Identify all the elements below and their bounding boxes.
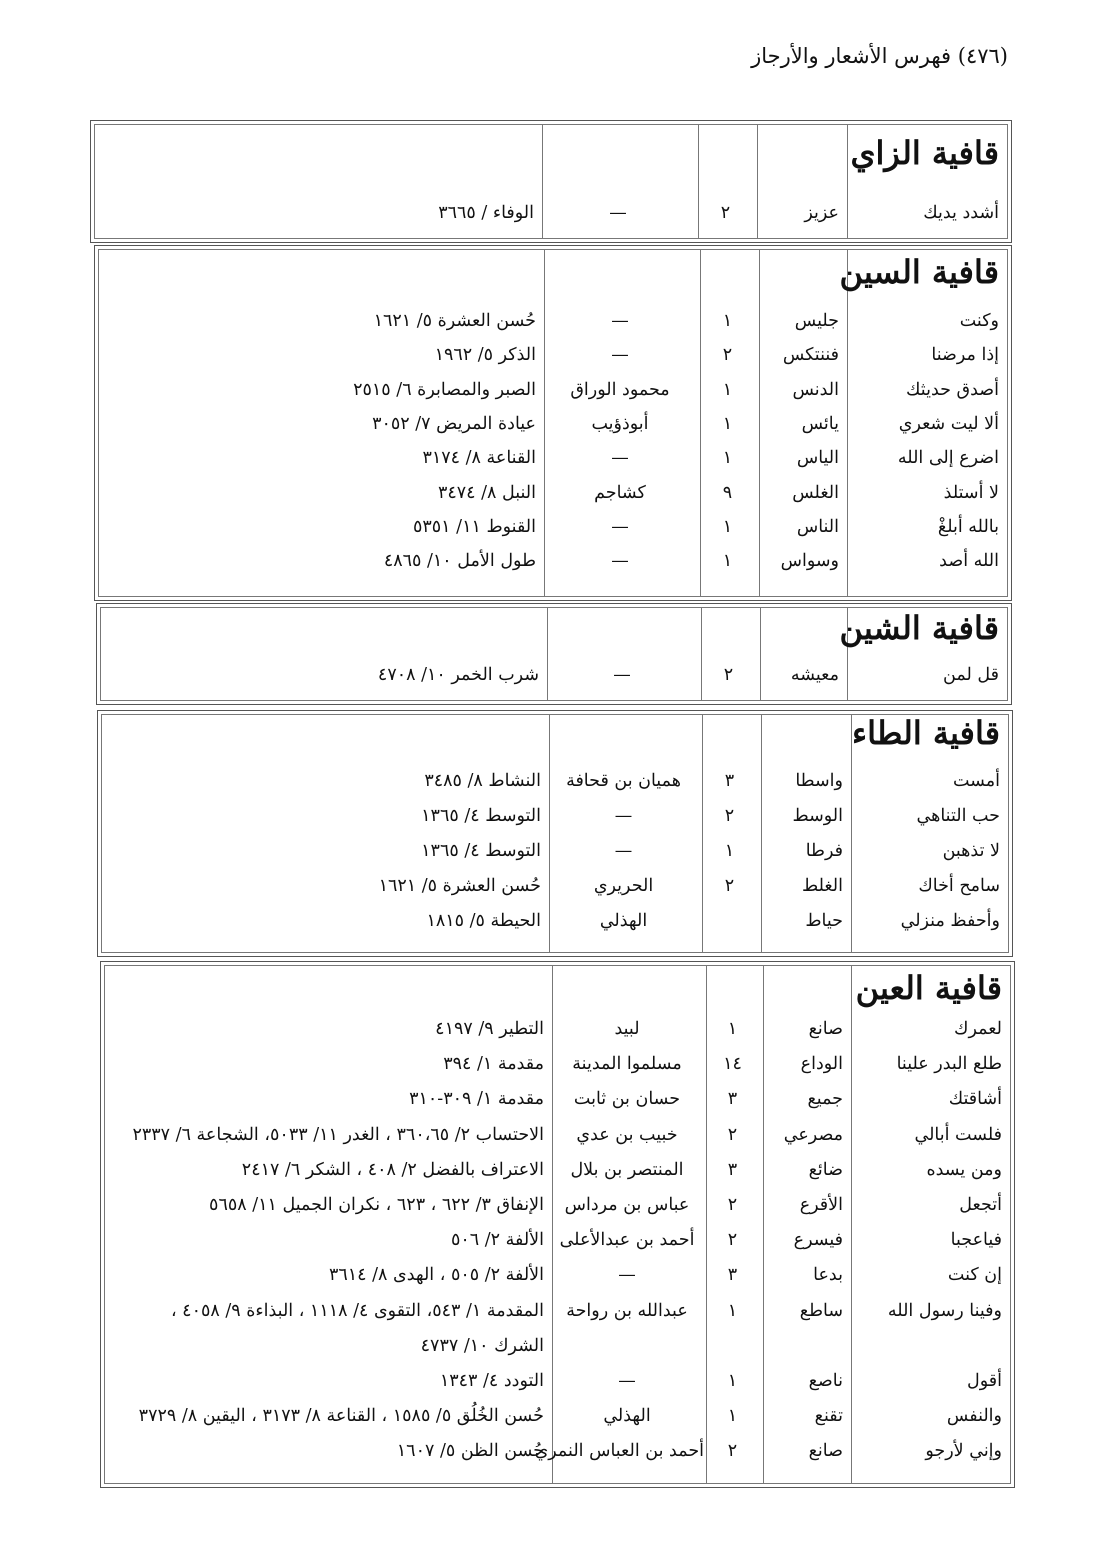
first-words-cell: لعمرك <box>954 1019 1002 1039</box>
poet-name-cell: هميان بن قحافة <box>566 771 681 791</box>
rhyme-word-cell: مصرعي <box>783 1124 843 1145</box>
rhyme-word-cell: فننتكس <box>782 345 839 366</box>
rhyme-word-cell: الوسط <box>792 806 843 826</box>
rhyme-section <box>96 603 1012 705</box>
rhyme-word-cell: الياس <box>796 448 839 469</box>
first-words-cell: قل لمن <box>943 665 999 685</box>
reference-cell: حُسن العشرة ٥/ ١٦٢١ <box>378 876 541 896</box>
verse-count-cell: ١ <box>727 1019 738 1039</box>
reference-cell: شرب الخمر ١٠/ ٤٧٠٨ <box>377 665 539 685</box>
first-words-cell: إن كنت <box>947 1265 1002 1286</box>
verse-count-cell: ١ <box>722 311 733 331</box>
reference-cell: الشرك ١٠/ ٤٧٣٧ <box>420 1335 544 1356</box>
first-words-cell: أشاقتك <box>948 1089 1002 1110</box>
verse-count-cell: ٢ <box>727 1230 738 1251</box>
first-words-cell: لا تذهبن <box>942 841 1000 861</box>
poet-name-cell: — <box>611 448 629 469</box>
first-words-cell: وإني لأرجو <box>925 1441 1002 1462</box>
rhyme-word-cell: الدنس <box>792 379 839 400</box>
verse-count-cell: ١٤ <box>723 1054 742 1075</box>
poet-name-cell: — <box>611 516 629 537</box>
rhyme-word-cell: الوداع <box>800 1054 843 1075</box>
poet-name-cell: — <box>618 1371 636 1391</box>
reference-cell: القنوط ١١/ ٥٣٥١ <box>412 516 536 537</box>
poet-name-cell: — <box>611 551 629 572</box>
section-title: قافية الطاء <box>852 714 1000 752</box>
first-words-cell: وفينا رسول الله <box>887 1300 1002 1321</box>
rhyme-word-cell: وسواس <box>780 551 839 572</box>
column-divider <box>761 714 762 953</box>
poet-name-cell: — <box>609 203 627 223</box>
first-words-cell: طلع البدر علينا <box>896 1054 1002 1075</box>
column-divider <box>847 124 848 239</box>
reference-cell: الألفة ٢/ ٥٠٥ ، الهدى ٨/ ٣٦١٤ <box>328 1265 544 1286</box>
reference-cell: النبل ٨/ ٣٤٧٤ <box>437 482 536 503</box>
reference-cell: عيادة المريض ٧/ ٣٠٥٢ <box>372 413 536 434</box>
rhyme-section <box>97 710 1013 957</box>
poet-name-cell: — <box>614 841 633 861</box>
reference-cell: التطير ٩/ ٤١٩٧ <box>435 1019 544 1039</box>
column-divider <box>759 249 760 597</box>
section-title: قافية السين <box>839 253 999 291</box>
poet-name-cell: أحمد بن العباس النمري <box>534 1441 704 1462</box>
verse-count-cell: ٢ <box>720 203 731 223</box>
poet-name-cell: — <box>611 345 629 366</box>
verse-count-cell: ١ <box>727 1300 738 1321</box>
column-divider <box>552 965 553 1484</box>
poet-name-cell: — <box>614 806 633 826</box>
rhyme-word-cell: ضائع <box>808 1159 843 1180</box>
poet-name-cell: — <box>618 1265 636 1286</box>
rhyme-word-cell: الغلط <box>801 876 843 896</box>
poet-name-cell: — <box>611 311 629 331</box>
page-number: (٤٧٦) <box>957 44 1008 68</box>
poet-name-cell: عبدالله بن رواحة <box>566 1300 688 1321</box>
verse-count-cell: ٣ <box>727 1159 738 1180</box>
verse-count-cell: ٢ <box>727 1124 738 1145</box>
verse-count-cell: ١ <box>722 551 733 572</box>
rhyme-word-cell: معيشه <box>790 665 839 685</box>
reference-cell: الاعتراف بالفضل ٢/ ٤٠٨ ، الشكر ٦/ ٢٤١٧ <box>241 1159 544 1180</box>
reference-cell: الصبر والمصابرة ٦/ ٢٥١٥ <box>353 379 536 400</box>
verse-count-cell: ٢ <box>722 345 733 366</box>
rhyme-word-cell: تقنع <box>814 1406 843 1427</box>
rhyme-section <box>100 961 1015 1488</box>
rhyme-word-cell: ناصع <box>808 1371 843 1391</box>
rhyme-word-cell: واسطا <box>795 771 843 791</box>
rhyme-word-cell: فيسرع <box>793 1230 843 1251</box>
page-header <box>751 44 1008 68</box>
first-words-cell: أصدق حديثك <box>906 379 999 400</box>
first-words-cell: سامح أخاك <box>918 876 1000 896</box>
column-divider <box>851 965 852 1484</box>
reference-cell: مقدمة ١/ ٣٠٩-٣١٠ <box>409 1089 544 1110</box>
verse-count-cell: ١ <box>722 413 733 434</box>
poet-name-cell: الهذلي <box>603 1406 651 1427</box>
reference-cell: التوسط ٤/ ١٣٦٥ <box>421 841 541 861</box>
first-words-cell: أشدد يديك <box>923 203 999 223</box>
reference-cell: الاحتساب ٢/ ٣٦٠،٦٥ ، الغدر ١١/ ٥٠٣٣، الشجاعة ٦/ ٢٣٣٧ <box>132 1124 544 1145</box>
verse-count-cell: ١ <box>724 841 735 861</box>
column-divider <box>847 249 848 597</box>
verse-count-cell: ٣ <box>727 1265 738 1286</box>
poet-name-cell: مسلموا المدينة <box>572 1054 682 1075</box>
section-title: قافية العين <box>855 969 1002 1007</box>
verse-count-cell: ٣ <box>724 771 735 791</box>
section-title: قافية الزاي <box>850 134 999 172</box>
reference-cell: مقدمة ١/ ٣٩٤ <box>443 1054 544 1075</box>
reference-cell: الإنفاق ٣/ ٦٢٢ ، ٦٢٣ ، نكران الجميل ١١/ ٥٦٥٨ <box>209 1195 544 1215</box>
column-divider <box>763 965 764 1484</box>
verse-count-cell: ٢ <box>727 1441 738 1462</box>
column-divider <box>701 607 702 701</box>
verse-count-cell: ٢ <box>723 665 734 685</box>
poet-name-cell: الهذلي <box>599 911 648 931</box>
first-words-cell: الله أصد <box>939 551 999 572</box>
poet-name-cell: أبوذؤيب <box>591 413 649 434</box>
rhyme-word-cell: جليس <box>794 311 839 331</box>
rhyme-word-cell: ساطع <box>799 1300 843 1321</box>
verse-count-cell: ١ <box>727 1406 738 1427</box>
reference-cell: حُسن الظن ٥/ ١٦٠٧ <box>396 1441 544 1462</box>
rhyme-section <box>94 245 1012 601</box>
column-divider <box>706 965 707 1484</box>
verse-count-cell: ٩ <box>722 482 733 503</box>
reference-cell: الألفة ٢/ ٥٠٦ <box>450 1230 544 1251</box>
poet-name-cell: الحريري <box>593 876 654 896</box>
reference-cell: طول الأمل ١٠/ ٤٨٦٥ <box>383 551 536 572</box>
reference-cell: الذكر ٥/ ١٩٦٢ <box>434 345 536 366</box>
first-words-cell: فلست أبالي <box>914 1124 1002 1145</box>
reference-cell: النشاط ٨/ ٣٤٨٥ <box>424 771 541 791</box>
first-words-cell: إذا مرضنا <box>931 345 999 366</box>
rhyme-section <box>90 120 1012 243</box>
rhyme-word-cell: حياط <box>805 911 843 931</box>
page-title: فهرس الأشعار والأرجاز <box>751 44 952 68</box>
poet-name-cell: المنتصر بن بلال <box>570 1159 684 1180</box>
first-words-cell: وأحفظ منزلي <box>900 911 1000 931</box>
reference-cell: المقدمة ١/ ٥٤٣، التقوى ٤/ ١١١٨ ، البذاءة ٩/ ٤٠٥٨ ، <box>170 1300 544 1321</box>
poet-name-cell: أحمد بن عبدالأعلى <box>559 1230 695 1251</box>
verse-count-cell: ٢ <box>727 1195 738 1215</box>
first-words-cell: بالله أبلغْ <box>937 516 999 537</box>
verse-count-cell: ١ <box>727 1371 738 1391</box>
reference-cell: الوفاء / ٣٦٦٥ <box>438 203 534 223</box>
rhyme-word-cell: صانع <box>808 1019 843 1039</box>
column-divider <box>547 607 548 701</box>
first-words-cell: فياعجبا <box>950 1230 1002 1251</box>
poet-name-cell: خبيب بن عدي <box>576 1124 678 1145</box>
first-words-cell: أتجعل <box>959 1195 1002 1215</box>
poet-name-cell: محمود الوراق <box>570 379 670 400</box>
column-divider <box>757 124 758 239</box>
first-words-cell: أمست <box>952 771 1000 791</box>
first-words-cell: وكنت <box>959 311 999 331</box>
first-words-cell: أقول <box>967 1371 1002 1391</box>
poet-name-cell: كشاجم <box>594 482 646 503</box>
column-divider <box>702 714 703 953</box>
rhyme-word-cell: جميع <box>807 1089 843 1110</box>
verse-count-cell: ٢ <box>724 806 735 826</box>
first-words-cell: اضرع إلى الله <box>897 448 999 469</box>
reference-cell: التوسط ٤/ ١٣٦٥ <box>421 806 541 826</box>
verse-count-cell: ٢ <box>724 876 735 896</box>
column-divider <box>760 607 761 701</box>
verse-count-cell: ١ <box>722 379 733 400</box>
reference-cell: حُسن العشرة ٥/ ١٦٢١ <box>373 311 536 331</box>
rhyme-word-cell: عزيز <box>804 203 839 223</box>
rhyme-word-cell: بدعا <box>813 1265 843 1286</box>
first-words-cell: والنفس <box>946 1406 1002 1427</box>
rhyme-word-cell: الأقرع <box>799 1195 843 1215</box>
rhyme-word-cell: صانع <box>808 1441 843 1462</box>
rhyme-word-cell: الغلس <box>792 482 839 503</box>
reference-cell: التودد ٤/ ١٣٤٣ <box>439 1371 544 1391</box>
rhyme-word-cell: يائس <box>801 413 839 434</box>
verse-count-cell: ١ <box>722 448 733 469</box>
first-words-cell: حب التناهي <box>916 806 1000 826</box>
reference-cell: حُسن الخُلُق ٥/ ١٥٨٥ ، القناعة ٨/ ٣١٧٣ ، اليقين ٨/ ٣٧٢٩ <box>138 1406 544 1427</box>
verse-count-cell: ٣ <box>727 1089 738 1110</box>
poet-name-cell: — <box>613 665 631 685</box>
reference-cell: القناعة ٨/ ٣١٧٤ <box>422 448 536 469</box>
poet-name-cell: حسان بن ثابت <box>573 1089 681 1110</box>
poet-name-cell: عباس بن مرداس <box>564 1195 690 1215</box>
first-words-cell: ومن يسده <box>926 1159 1002 1180</box>
poet-name-cell: لبيد <box>614 1019 640 1039</box>
first-words-cell: لا أستلذ <box>943 482 999 503</box>
rhyme-word-cell: فرطا <box>805 841 843 861</box>
verse-count-cell: ١ <box>722 516 733 537</box>
section-title: قافية الشين <box>839 609 999 647</box>
first-words-cell: ألا ليت شعري <box>898 413 999 434</box>
rhyme-word-cell: الناس <box>796 516 839 537</box>
reference-cell: الحيطة ٥/ ١٨١٥ <box>426 911 541 931</box>
